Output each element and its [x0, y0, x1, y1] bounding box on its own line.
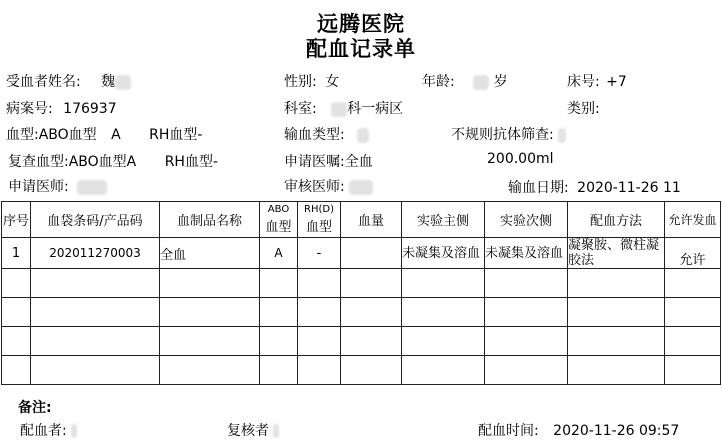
department-label: 科室: [284, 101, 317, 117]
remarks-label: 备注: [18, 400, 52, 416]
recheck-abo: A [126, 154, 137, 170]
checker-field [227, 420, 279, 440]
doctor-field [8, 176, 107, 196]
matcher-label: 配血者: [20, 423, 67, 439]
table-row [2, 298, 721, 327]
case-no-value: 176937 [63, 101, 117, 117]
table-row [2, 356, 721, 385]
transfusion-date-value: 2020-11-26 11 [577, 180, 681, 196]
age-label: 年龄: [422, 74, 455, 90]
col-method: 配血方法 [568, 202, 665, 238]
cell-volume [341, 238, 402, 269]
transfusion-type-label: 输血类型: [284, 127, 345, 143]
redacted-transfusion-type [357, 128, 369, 143]
col-allow: 允许发血 [665, 202, 721, 238]
doctor-label: 申请医师: [8, 179, 69, 195]
col-abo-bottom: 血型 [265, 220, 292, 235]
col-barcode: 血袋条码/产品码 [31, 202, 160, 238]
crossmatch-table [1, 201, 721, 385]
department-field [284, 98, 403, 118]
redacted-name [115, 75, 131, 90]
form-title: 配血记录单 [306, 36, 416, 61]
bed-value: +7 [606, 74, 627, 90]
table-header-row [2, 202, 721, 238]
rh-label: RH血型 [149, 127, 198, 143]
case-no-field [6, 98, 117, 118]
recheck-rh-value: - [212, 154, 219, 170]
case-no-label: 病案号: [6, 101, 53, 117]
cell-seq: 1 [2, 238, 31, 269]
age-unit: 岁 [493, 74, 508, 90]
antibody-screen-label: 不规则抗体筛查: [451, 127, 554, 143]
col-minor-side: 实验次侧 [485, 202, 568, 238]
redacted-dept [331, 102, 347, 117]
department-value: 科一病区 [347, 101, 404, 117]
matcher-field [20, 420, 77, 440]
rh-value: - [197, 127, 203, 143]
col-rh [298, 202, 341, 238]
cell-main-side: 未凝集及溶血 [402, 238, 485, 269]
col-product: 血制品名称 [160, 202, 260, 238]
col-rh-bottom: 血型 [305, 220, 332, 235]
transfusion-date-field [508, 177, 681, 197]
col-volume: 血量 [341, 202, 402, 238]
reviewer-doctor-field [284, 176, 373, 196]
table-row [2, 269, 721, 298]
cell-method: 凝聚胺、微柱凝胶法 [568, 238, 665, 269]
col-main-side: 实验主侧 [402, 202, 485, 238]
blood-type-label: 血型:ABO血型 [6, 127, 97, 143]
col-rh-top: RH(D) [304, 204, 334, 215]
cell-minor-side: 未凝集及溶血 [485, 238, 568, 269]
redacted-checker [273, 424, 279, 438]
cell-barcode: 202011270003 [31, 238, 160, 269]
blood-type-field [6, 124, 202, 144]
order-label: 申请医嘱: [284, 154, 345, 170]
patient-name-field [6, 71, 131, 91]
cell-abo: A [260, 238, 298, 269]
redacted-age [473, 75, 489, 90]
transfusion-date-label: 输血日期: [508, 180, 569, 196]
redacted-reviewer [349, 180, 373, 195]
order-product: 全血 [344, 154, 373, 170]
blood-type-abo: A [111, 127, 121, 143]
cell-rh: - [298, 238, 341, 269]
category-label: 类别: [567, 101, 600, 117]
bed-label: 床号: [567, 74, 600, 90]
category-field [567, 98, 600, 118]
match-time-value: 2020-11-26 09:57 [553, 423, 680, 439]
gender-label: 性别: [284, 74, 317, 90]
age-field [422, 71, 508, 91]
col-abo [260, 202, 298, 238]
col-seq: 序号 [2, 202, 31, 238]
redacted-doctor [77, 180, 107, 195]
cell-product: 全血 [160, 238, 260, 269]
patient-name-label: 受血者姓名: [6, 74, 81, 90]
reviewer-doctor-label: 审核医师: [284, 179, 345, 195]
redacted-matcher [71, 424, 77, 438]
table-row [2, 238, 721, 269]
patient-name-value: 魏 [101, 74, 116, 90]
gender-value: 女 [325, 74, 340, 90]
recheck-label: 复查血型:ABO血型 [8, 154, 127, 170]
gender-field [284, 71, 339, 91]
col-abo-top: ABO [267, 204, 290, 215]
checker-label: 复核者 [227, 423, 269, 439]
recheck-blood-type-field [8, 151, 218, 171]
order-amount: 200.00ml [487, 151, 554, 167]
match-time-label: 配血时间: [478, 423, 539, 439]
recheck-rh-label: RH血型 [164, 154, 213, 170]
hospital-name: 远腾医院 [317, 11, 405, 36]
bed-field [567, 71, 627, 91]
match-time-field [478, 420, 679, 440]
antibody-screen-field [451, 124, 566, 144]
cell-allow: 允许 [665, 238, 721, 269]
redacted-antibody [558, 128, 566, 143]
order-field [284, 151, 373, 171]
transfusion-type-field [284, 124, 369, 144]
table-row [2, 327, 721, 356]
